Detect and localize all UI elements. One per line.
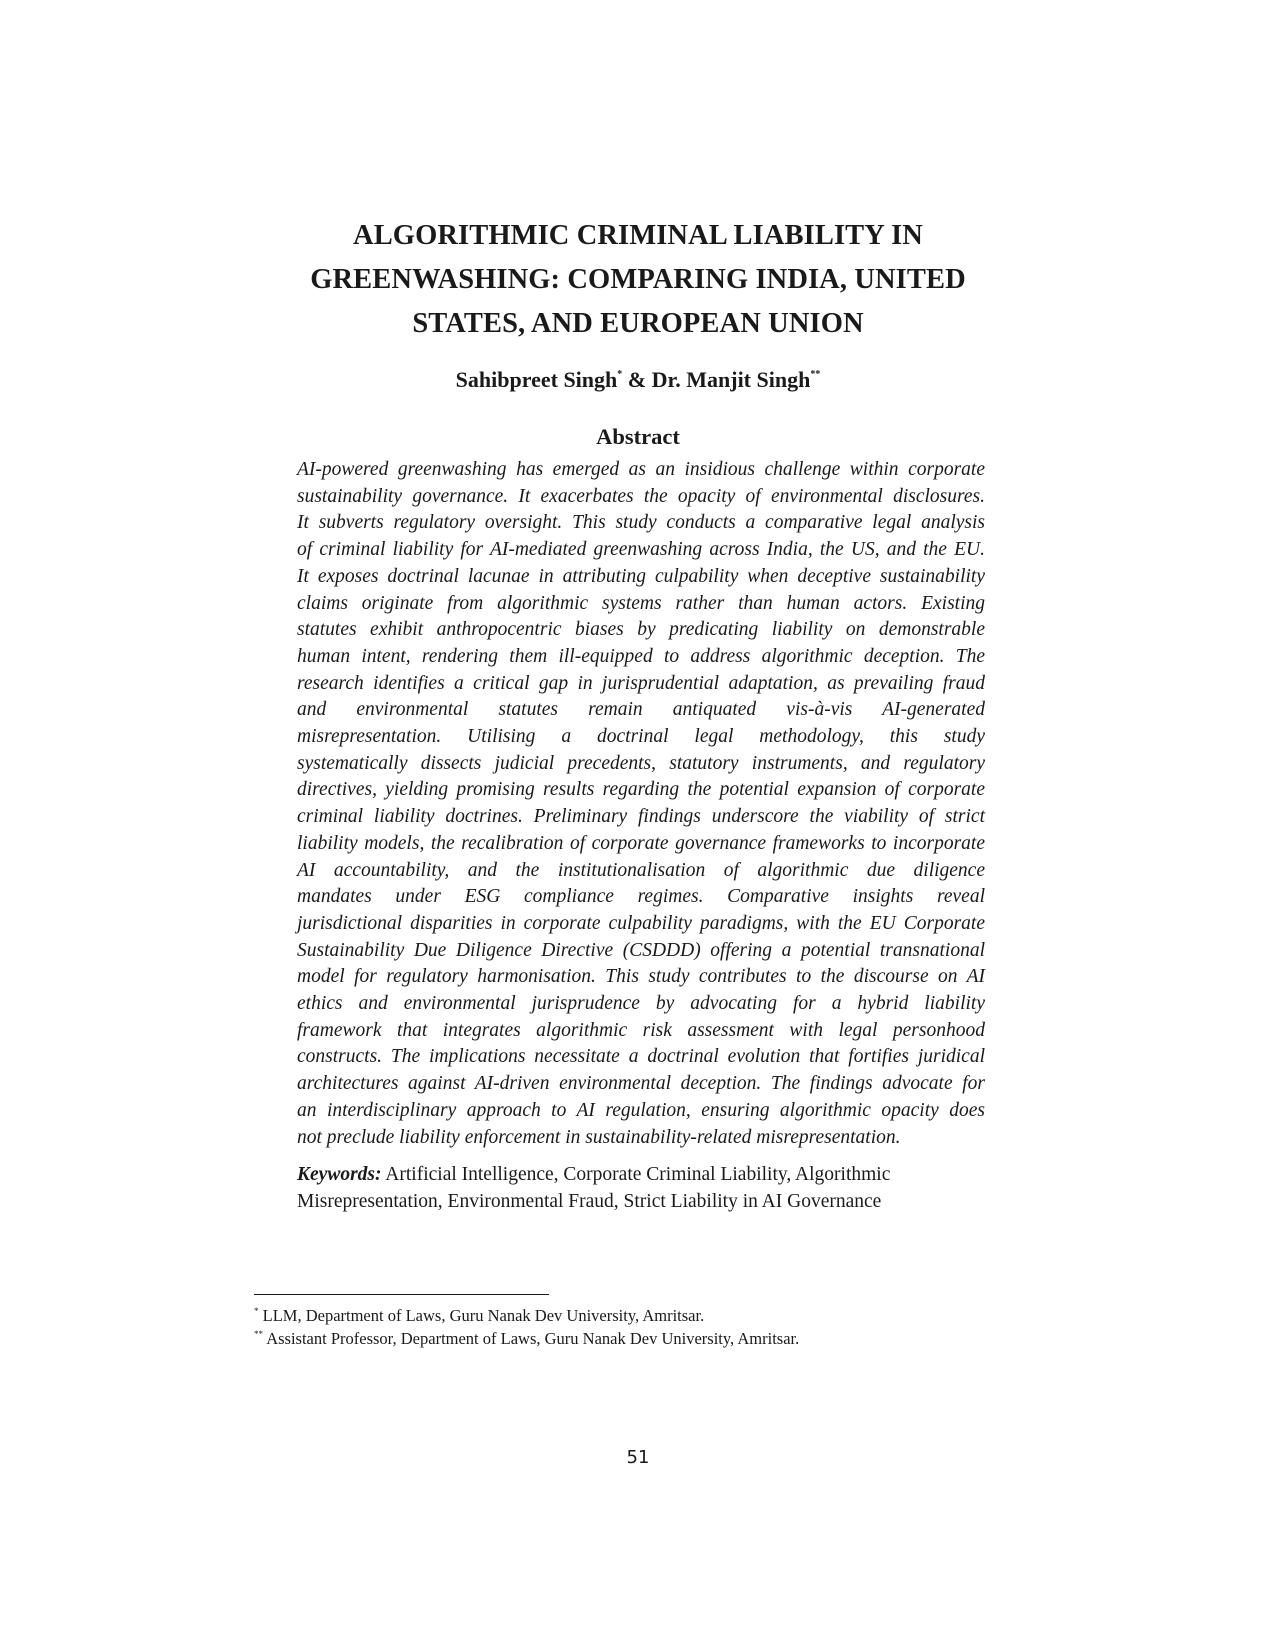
footnote-text: LLM, Department of Laws, Guru Nanak Dev University, Amritsar.	[258, 1306, 705, 1325]
footnote-mark: **	[254, 1329, 263, 1339]
author-footnote-mark: **	[810, 369, 821, 380]
abstract-line: an interdisciplinary approach to AI regulation, ensuring algorithmic opacity does	[297, 1099, 985, 1121]
keywords-line	[297, 1161, 985, 1188]
abstract-line: misrepresentation. Utilising a doctrinal legal methodology, this study	[297, 726, 985, 748]
abstract-line: mandates under ESG compliance regimes. Comparative insights reveal	[297, 886, 985, 908]
author-name: Sahibpreet Singh	[455, 367, 618, 392]
footnote	[254, 1327, 1054, 1350]
footnotes	[254, 1304, 1054, 1350]
abstract-line: not preclude liability enforcement in sustainability-related misrepresentation.	[297, 1126, 901, 1148]
abstract-line: and environmental statutes remain antiquated vis-à-vis AI-generated	[297, 699, 985, 721]
abstract-line: AI accountability, and the institutionalisation of algorithmic due diligence	[297, 859, 985, 881]
abstract-line: framework that integrates algorithmic risk assessment with legal personhood	[297, 1019, 985, 1041]
page-number: 51	[626, 1447, 650, 1468]
abstract-line: ethics and environmental jurisprudence by advocating for a hybrid liability	[297, 993, 985, 1015]
abstract-line: Sustainability Due Diligence Directive (CSDDD) offering a potential transnational	[297, 939, 985, 961]
footnote-mark: *	[254, 1306, 259, 1316]
abstract-heading: Abstract	[596, 424, 680, 449]
abstract-line: statutes exhibit anthropocentric biases by predicating liability on demonstrable	[297, 619, 985, 641]
title-line: STATES, AND EUROPEAN UNION	[412, 308, 864, 339]
keywords-text: Artificial Intelligence, Corporate Criminal Liability, Algorithmic	[381, 1164, 891, 1185]
author-footnote-mark: *	[617, 369, 623, 380]
abstract-line: criminal liability doctrines. Preliminary findings underscore the viability of strict	[297, 806, 985, 828]
footnote-divider	[254, 1294, 549, 1295]
abstract-line: research identifies a critical gap in jurisprudential adaptation, as prevailing fraud	[297, 672, 985, 694]
footnote-text: Assistant Professor, Department of Laws, Guru Nanak Dev University, Amritsar.	[263, 1329, 800, 1348]
abstract-line: human intent, rendering them ill-equipped to address algorithmic deception. The	[297, 645, 985, 667]
title-line: ALGORITHMIC CRIMINAL LIABILITY IN	[353, 220, 923, 251]
author-name: Dr. Manjit Singh	[651, 367, 811, 392]
abstract-line: systematically dissects judicial precedents, statutory instruments, and regulatory	[297, 752, 985, 774]
abstract-line: model for regulatory harmonisation. This study contributes to the discourse on AI	[297, 966, 985, 988]
abstract-line: architectures against AI-driven environmental deception. The findings advocate for	[297, 1073, 985, 1095]
abstract-line: liability models, the recalibration of corporate governance frameworks to incorporate	[297, 832, 985, 854]
abstract-line: AI-powered greenwashing has emerged as an insidious challenge within corporate	[297, 459, 985, 480]
author-list	[230, 365, 1046, 395]
author-separator: &	[622, 367, 652, 392]
abstract-line: It subverts regulatory oversight. This study conducts a comparative legal analysis	[297, 512, 985, 534]
keywords-label: Keywords:	[297, 1164, 382, 1185]
abstract-line: jurisdictional disparities in corporate culpability paradigms, with the EU Corporate	[297, 912, 985, 934]
abstract-line: claims originate from algorithmic systems rather than human actors. Existing	[297, 592, 985, 614]
abstract-line: of criminal liability for AI-mediated greenwashing across India, the US, and the EU.	[297, 539, 985, 561]
footnote	[254, 1304, 1054, 1327]
title-line: GREENWASHING: COMPARING INDIA, UNITED	[310, 264, 966, 295]
abstract-line: directives, yielding promising results regarding the potential expansion of corporate	[297, 779, 985, 801]
abstract-line: It exposes doctrinal lacunae in attributing culpability when deceptive sustainability	[297, 565, 985, 587]
abstract-line: sustainability governance. It exacerbates the opacity of environmental disclosures.	[297, 485, 985, 507]
keywords-line: Misrepresentation, Environmental Fraud, Strict Liability in AI Governance	[297, 1191, 882, 1212]
abstract-line: constructs. The implications necessitate a doctrinal evolution that fortifies juridical	[297, 1046, 985, 1068]
abstract-body	[297, 457, 985, 1151]
paper-title	[230, 214, 1046, 346]
keywords	[297, 1161, 985, 1215]
